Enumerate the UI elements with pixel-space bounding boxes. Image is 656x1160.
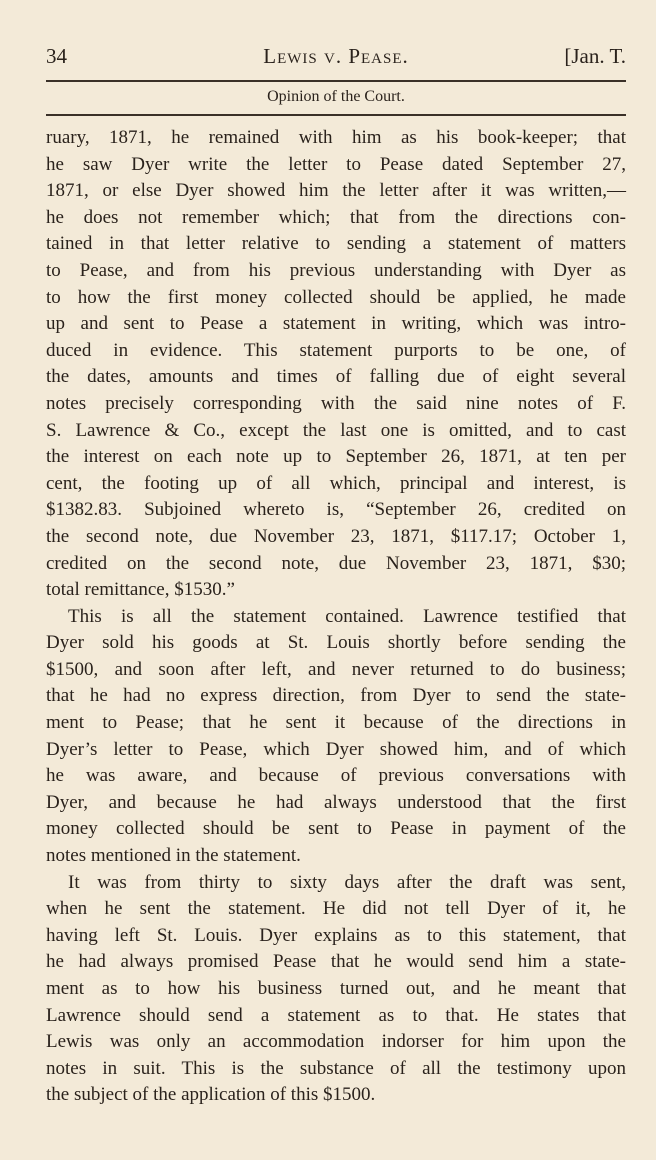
text-line: $1382.83. Subjoined whereto is, “September 26, credited on bbox=[46, 499, 626, 521]
text-line: he does not remember which; that from the directions con- bbox=[46, 206, 626, 228]
text-line: 1871, or else Dyer showed him the letter after it was written,— bbox=[46, 180, 626, 202]
text-line: to Pease, and from his previous understanding with Dyer as bbox=[46, 259, 626, 281]
text-line: ment to Pease; that he sent it because of the directions in bbox=[46, 712, 626, 734]
text-line: total remittance, $1530.” bbox=[46, 579, 235, 601]
text-line: Dyer, and because he had always understood that the first bbox=[46, 791, 626, 813]
subheader-rule bbox=[46, 114, 626, 116]
text-line: the dates, amounts and times of falling due of eight several bbox=[46, 366, 626, 388]
paragraph bbox=[46, 870, 626, 1109]
header-rule bbox=[46, 80, 626, 82]
text-line: having left St. Louis. Dyer explains as to this statement, that bbox=[46, 924, 626, 946]
text-line: notes in suit. This is the substance of all the testimony upon bbox=[46, 1057, 626, 1079]
text-line: Dyer sold his goods at St. Louis shortly before sending the bbox=[46, 632, 626, 654]
text-line: the subject of the application of this $1500. bbox=[46, 1084, 376, 1106]
text-line: It was from thirty to sixty days after the draft was sent, bbox=[68, 871, 626, 893]
text-line: money collected should be sent to Pease in payment of the bbox=[46, 818, 626, 840]
page-number: 34 bbox=[46, 44, 67, 68]
case-title: Lewis v. Pease. bbox=[263, 44, 409, 68]
text-line: cent, the footing up of all which, principal and interest, is bbox=[46, 472, 626, 494]
text-line: the interest on each note up to September 26, 1871, at ten per bbox=[46, 446, 626, 468]
text-line: he was aware, and because of previous conversations with bbox=[46, 765, 626, 787]
text-line: Lawrence should send a statement as to that. He states that bbox=[46, 1004, 626, 1026]
text-line: Lewis was only an accommodation indorser for him upon the bbox=[46, 1031, 626, 1053]
text-line: credited on the second note, due November 23, 1871, $30; bbox=[46, 552, 626, 574]
text-line: notes precisely corresponding with the said nine notes of F. bbox=[46, 392, 626, 414]
text-line: he had always promised Pease that he would send him a state- bbox=[46, 951, 626, 973]
text-line: Dyer’s letter to Pease, which Dyer showed him, and of which bbox=[46, 738, 626, 760]
text-line: tained in that letter relative to sending a statement of matters bbox=[46, 233, 626, 255]
text-line: when he sent the statement. He did not tell Dyer of it, he bbox=[46, 898, 626, 920]
text-line: ment as to how his business turned out, and he meant that bbox=[46, 978, 626, 999]
text-line: up and sent to Pease a statement in writing, which was intro- bbox=[46, 313, 626, 335]
paragraph bbox=[46, 604, 626, 870]
text-line: he saw Dyer write the letter to Pease dated September 27, bbox=[46, 153, 626, 175]
text-line: duced in evidence. This statement purports to be one, of bbox=[46, 339, 626, 361]
text-line: notes mentioned in the statement. bbox=[46, 845, 301, 867]
text-line: that he had no express direction, from Dyer to send the state- bbox=[46, 685, 626, 707]
text-line: the second note, due November 23, 1871, $117.17; October 1, bbox=[46, 525, 626, 547]
opinion-text bbox=[46, 125, 626, 1109]
running-header bbox=[46, 44, 626, 76]
text-line: to how the first money collected should be applied, he made bbox=[46, 286, 626, 308]
text-line: S. Lawrence & Co., except the last one is omitted, and to cast bbox=[46, 419, 626, 441]
text-line: ruary, 1871, he remained with him as his book-keeper; that bbox=[46, 127, 626, 148]
section-heading: Opinion of the Court. bbox=[267, 88, 405, 105]
paragraph bbox=[46, 125, 626, 604]
court-term: [Jan. T. bbox=[564, 44, 626, 68]
text-line: This is all the statement contained. Lawrence testified that bbox=[68, 605, 626, 627]
text-line: $1500, and soon after left, and never returned to do business; bbox=[46, 658, 626, 680]
